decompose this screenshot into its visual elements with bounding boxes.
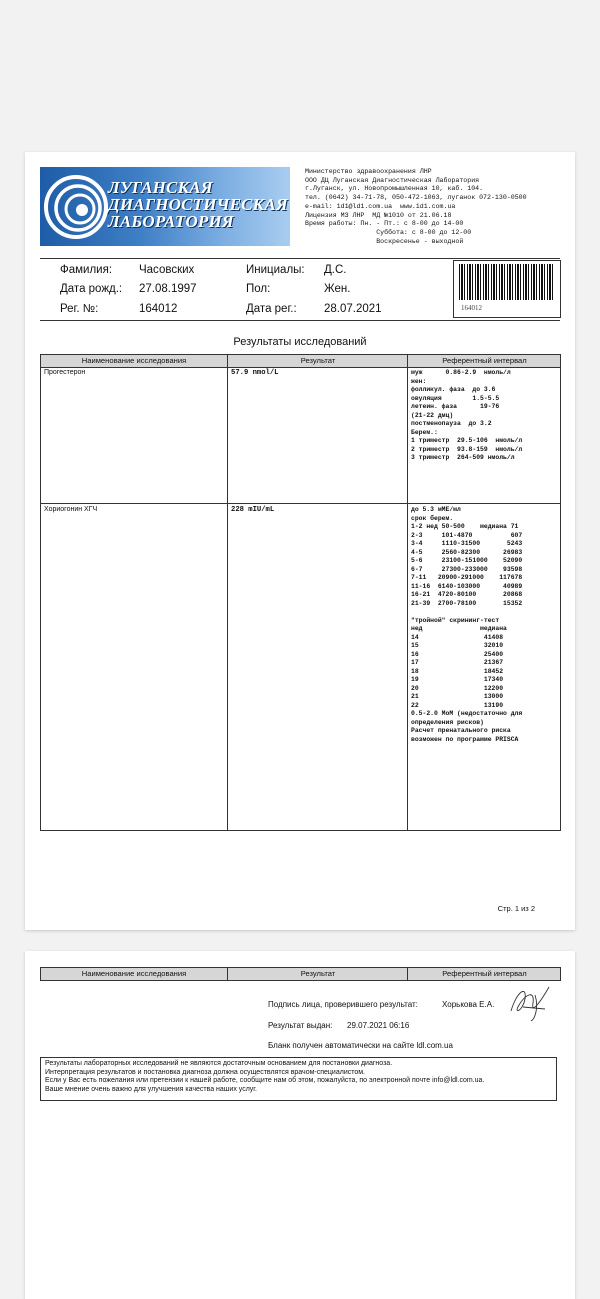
table-header	[40, 967, 561, 981]
header-reference: Референтный интервал	[407, 968, 561, 980]
surname-label: Фамилия:	[60, 264, 113, 276]
initials-label: Инициалы:	[246, 264, 305, 276]
table-row	[41, 367, 560, 504]
header-name: Наименование исследования	[81, 969, 187, 978]
test-reference: муж 0.86-2.9 нмоль/л жен: фолликул. фаза до 3.6 овуляция 1.5-5.5 летеин. фаза 19-76 (21-22 дмц) постменопауза до 3.2 Берем.: 1 триместр 29.5-106 нмоль/л 2 триместр 93.8-159 нмоль/л 3 триместр 264-509 нмоль/л	[411, 369, 523, 461]
test-result: 57.9 nmol/L	[231, 369, 279, 377]
disclaimer-line: Ваше мнение очень важно для улучшения качества наших услуг.	[45, 1085, 257, 1093]
reg-label: Рег. №:	[60, 303, 99, 315]
test-name: Прогестерон	[44, 369, 86, 376]
dob-label: Дата рожд.:	[60, 283, 123, 295]
online-note: Бланк получен автоматически на сайте ldl.com.ua	[268, 1041, 453, 1050]
disclaimer-box	[40, 1057, 557, 1101]
logo-line-3: ЛАБОРАТОРИЯ	[108, 212, 234, 231]
initials-value: Д.С.	[324, 264, 347, 276]
logo-line-1: ЛУГАНСКАЯ	[108, 178, 213, 197]
organization-info: Министерство здравоохранения ЛНР ООО ДЦ Луганская Диагностическая Лаборатория г.Луганск, ул. Новопромышленная 10, каб. 104. тел. (0642) 34-71-78, 050-472-1063, луганок 072-130-0500 e-mail: 1d1@ld1.com.ua www.1d1.com.ua Лицензия МЗ ЛНР МД №1010 от 21.06.18 Время работы: Пн. - Пт.: с 8-00 до 14-00 Суббота: с 8-00 до 12-00 Воскресенье - выходной	[305, 168, 527, 245]
checker-label: Подпись лица, проверившего результат:	[268, 1000, 418, 1009]
table-row	[41, 504, 560, 830]
report-page-2	[25, 951, 575, 1299]
test-name: Хориогонин ХГЧ	[44, 506, 98, 513]
regdate-value: 28.07.2021	[324, 303, 382, 315]
checker-name: Хорькова Е.А.	[442, 1000, 495, 1009]
reg-value: 164012	[139, 303, 178, 315]
page-number: Стр. 1 из 2	[497, 904, 535, 913]
logo-line-2: ДИАГНОСТИЧЕСКАЯ	[108, 195, 288, 214]
regdate-label: Дата рег.:	[246, 303, 297, 315]
results-table	[40, 367, 561, 831]
issued-datetime: 29.07.2021 06:16	[347, 1021, 410, 1030]
header-name: Наименование исследования	[81, 356, 187, 365]
handwritten-signature-icon	[505, 981, 555, 1025]
disclaimer-line: Если у Вас есть пожелания или претензии к нашей работе, сообщите нам об этом, пожалуйста, по электронной почте info@ldl.com.ua.	[45, 1077, 485, 1084]
sex-label: Пол:	[246, 283, 271, 295]
issued-label: Результат выдан:	[268, 1021, 333, 1030]
disclaimer-line: Интерпретация результатов и постановка диагноза должна осуществлятся врачом-специалистом.	[45, 1068, 366, 1076]
results-title: Результаты исследований	[233, 336, 367, 348]
report-page-1	[25, 152, 575, 930]
dob-value: 27.08.1997	[139, 283, 197, 295]
table-header	[40, 354, 561, 368]
header-result: Результат	[227, 355, 408, 367]
surname-value: Часовских	[139, 264, 195, 276]
sex-value: Жен.	[324, 283, 351, 295]
barcode	[453, 260, 561, 318]
test-result: 228 mIU/mL	[231, 506, 275, 514]
divider-bottom	[40, 320, 560, 321]
lab-logo-text	[108, 179, 288, 230]
disclaimer-line: Результаты лабораторных исследований не являются достаточным основанием для постановки диагноза.	[45, 1060, 393, 1067]
header-result: Результат	[227, 968, 408, 980]
test-reference: до 5.3 мМЕ/мл срок берем. 1-2 нед 50-500 медиана 71 2-3 101-4870 607 3-4 1110-31500 5243 4-5 2560-82300 26983 5-6 23100-151000 52090 6-7 27300-233000 93598 7-11 20900-291000 117678 11-16 6140-103000 40989 16-21 4720-80100 20868 21-39 2700-78100 15352 "тройной" скрининг-тест нед медиана 14 41408 15 32010 16 25400 17 21367 18 18452 19 17340 20 12200 21 13000 22 13190 0.5-2.0 MoM (недостаточно для определения рисков) Расчет пренатального риска возможен по программе PRISCA	[411, 506, 523, 743]
header-reference: Референтный интервал	[407, 355, 561, 367]
barcode-bars	[459, 264, 554, 300]
barcode-number: 164012	[461, 304, 482, 312]
divider-top	[40, 258, 560, 259]
lab-logo	[40, 167, 290, 246]
